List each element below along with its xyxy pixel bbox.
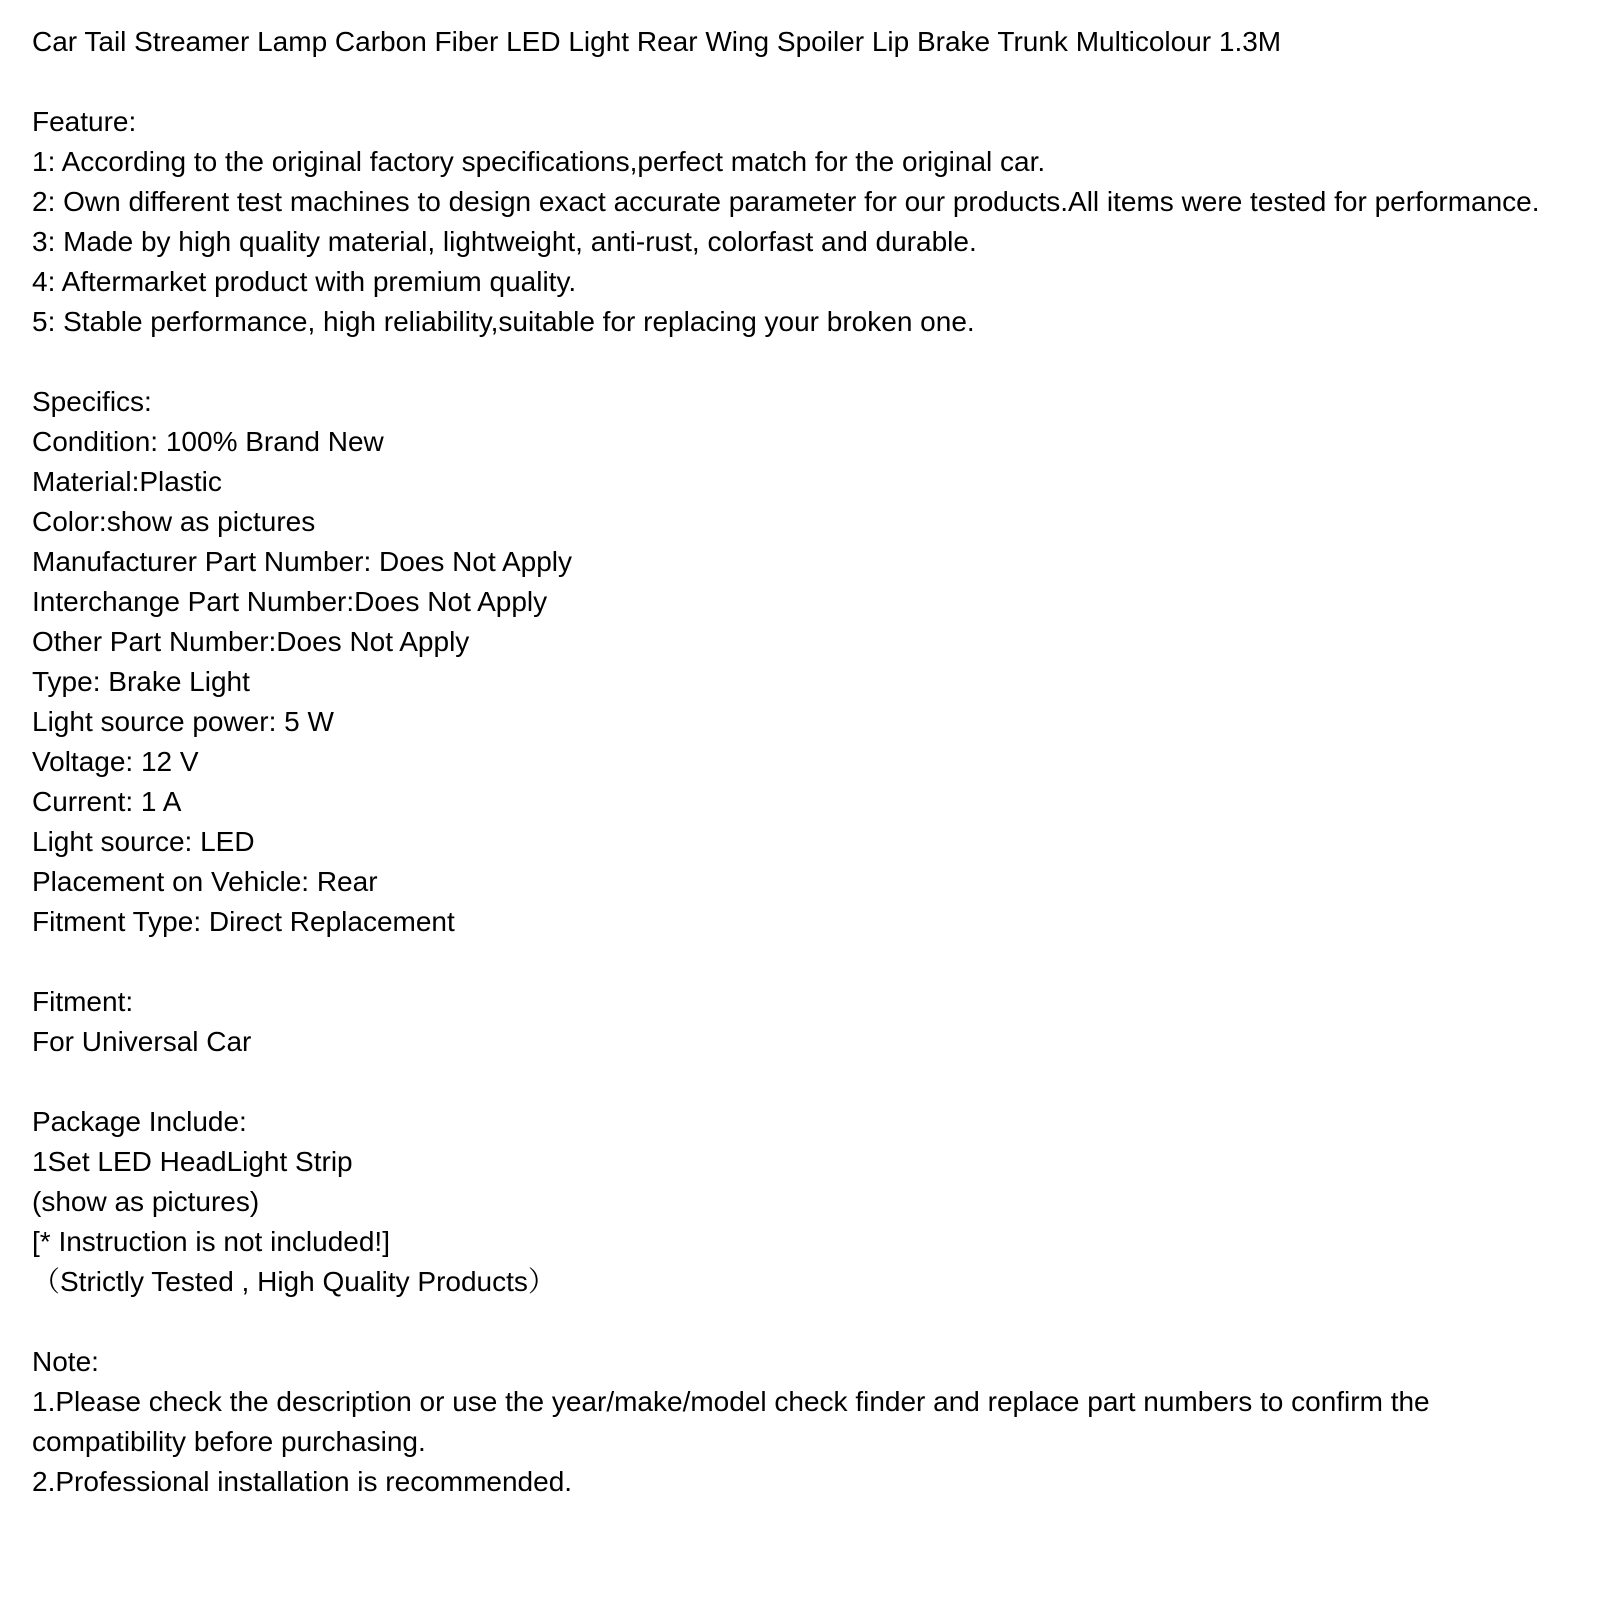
- product-title: Car Tail Streamer Lamp Carbon Fiber LED Light Rear Wing Spoiler Lip Brake Trunk Multicolour 1.3M: [32, 26, 1282, 57]
- section-heading-package-include: Package Include:: [32, 1106, 247, 1137]
- feature-text-line: 4: Aftermarket product with premium quality.: [32, 266, 577, 297]
- blank-line: [32, 62, 1568, 102]
- specifics-text-line: Interchange Part Number:Does Not Apply: [32, 586, 548, 617]
- section-heading-fitment: Fitment:: [32, 986, 134, 1017]
- specifics-text-line: Current: 1 A: [32, 786, 182, 817]
- note-text-line: 2.Professional installation is recommended.: [32, 1466, 573, 1497]
- specifics-text-line: Color:show as pictures: [32, 506, 316, 537]
- package-include-text-line: [* Instruction is not included!]: [32, 1226, 390, 1257]
- blank-line: [32, 1302, 1568, 1342]
- specifics-text-line: Condition: 100% Brand New: [32, 426, 384, 457]
- fitment-text-line: For Universal Car: [32, 1026, 252, 1057]
- blank-line: [32, 1062, 1568, 1102]
- section-heading-feature: Feature:: [32, 106, 137, 137]
- package-include-text-line: （Strictly Tested , High Quality Products）: [32, 1266, 556, 1297]
- specifics-text-line: Light source power: 5 W: [32, 706, 334, 737]
- note-text-line: 1.Please check the description or use the year/make/model check finder and replace part numbers to confirm the compatibility before purchasing.: [32, 1386, 1438, 1457]
- specifics-text-line: Manufacturer Part Number: Does Not Apply: [32, 546, 573, 577]
- feature-text-line: 3: Made by high quality material, lightweight, anti-rust, colorfast and durable.: [32, 226, 977, 257]
- specifics-text-line: Placement on Vehicle: Rear: [32, 866, 378, 897]
- blank-line: [32, 342, 1568, 382]
- package-include-text-line: 1Set LED HeadLight Strip: [32, 1146, 353, 1177]
- specifics-text-line: Other Part Number:Does Not Apply: [32, 626, 470, 657]
- specifics-text-line: Material:Plastic: [32, 466, 222, 497]
- feature-text-line: 1: According to the original factory specifications,perfect match for the original car.: [32, 146, 1046, 177]
- document-sections: [32, 62, 1568, 1502]
- feature-text-line: 2: Own different test machines to design exact accurate parameter for our products.All items were tested for performance.: [32, 186, 1540, 217]
- blank-line: [32, 942, 1568, 982]
- specifics-text-line: Fitment Type: Direct Replacement: [32, 906, 455, 937]
- section-heading-note: Note:: [32, 1346, 99, 1377]
- specifics-text-line: Voltage: 12 V: [32, 746, 199, 777]
- feature-text-line: 5: Stable performance, high reliability,suitable for replacing your broken one.: [32, 306, 975, 337]
- section-heading-specifics: Specifics:: [32, 386, 152, 417]
- specifics-text-line: Light source: LED: [32, 826, 255, 857]
- package-include-text-line: (show as pictures): [32, 1186, 260, 1217]
- specifics-text-line: Type: Brake Light: [32, 666, 250, 697]
